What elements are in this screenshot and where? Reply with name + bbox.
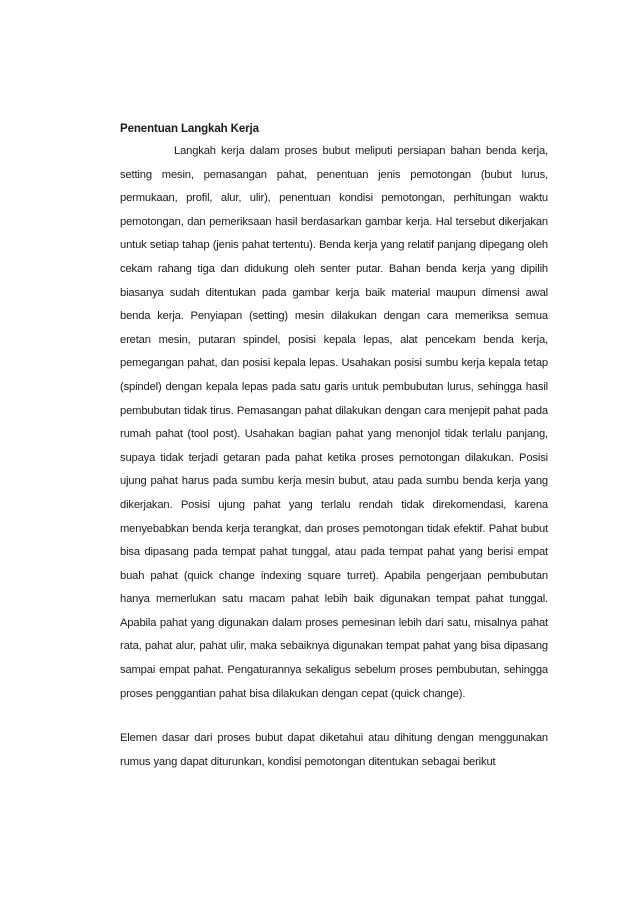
section-heading: Penentuan Langkah Kerja [120,123,259,135]
body-paragraph-2: Elemen dasar dari proses bubut dapat diketahui atau dihitung dengan menggunakan rumus yang dapat diturunkan, kondisi pemotongan ditentukan sebagai berikut [120,732,548,768]
page-content [120,118,548,774]
body-paragraph-1: Langkah kerja dalam proses bubut meliputi persiapan bahan benda kerja, setting mesin, pemasangan pahat, penentuan jenis pemotongan (bubut lurus, permukaan, profil, alur, ulir), penentuan kondisi pemotongan, perhitungan waktu pemotongan, dan pemeriksaan hasil berdasarkan gambar kerja. Hal tersebut dikerjakan untuk setiap tahap (jenis pahat tertentu). Benda kerja yang relatif panjang dipegang oleh cekam rahang tiga dan didukung oleh senter putar. Bahan benda kerja yang dipilih biasanya sudah ditentukan pada gambar kerja baik material maupun dimensi awal benda kerja. Penyiapan (setting) mesin dilakukan dengan cara memeriksa semua eretan mesin, putaran spindel, posisi kepala lepas, alat pencekam benda kerja, pemegangan pahat, dan posisi kepala lepas. Usahakan posisi sumbu kerja kepala tetap (spindel) dengan kepala lepas pada satu garis untuk pembubutan lurus, sehingga hasil pembubutan tidak tirus. Pemasangan pahat dilakukan dengan cara menjepit pahat pada rumah pahat (tool post). Usahakan bagian pahat yang menonjol tidak terlalu panjang, supaya tidak terjadi getaran pada pahat ketika proses pemotongan dilakukan. Posisi ujung pahat harus pada sumbu kerja mesin bubut, atau pada sumbu benda kerja yang dikerjakan. Posisi ujung pahat yang terlalu rendah tidak direkomendasi, karena menyebabkan benda kerja terangkat, dan proses pemotongan tidak efektif. Pahat bubut bisa dipasang pada tempat pahat tunggal, atau pada tempat pahat yang berisi empat buah pahat (quick change indexing square turret). Apabila pengerjaan pembubutan hanya memerlukan satu macam pahat lebih baik digunakan tempat pahat tunggal. Apabila pahat yang digunakan dalam proses pemesinan lebih dari satu, misalnya pahat rata, pahat alur, pahat ulir, maka sebaiknya digunakan tempat pahat yang bisa dipasang sampai empat pahat. Pengaturannya sekaligus sebelum proses pembubutan, sehingga proses penggantian pahat bisa dilakukan dengan cepat (quick change). [120,145,548,700]
